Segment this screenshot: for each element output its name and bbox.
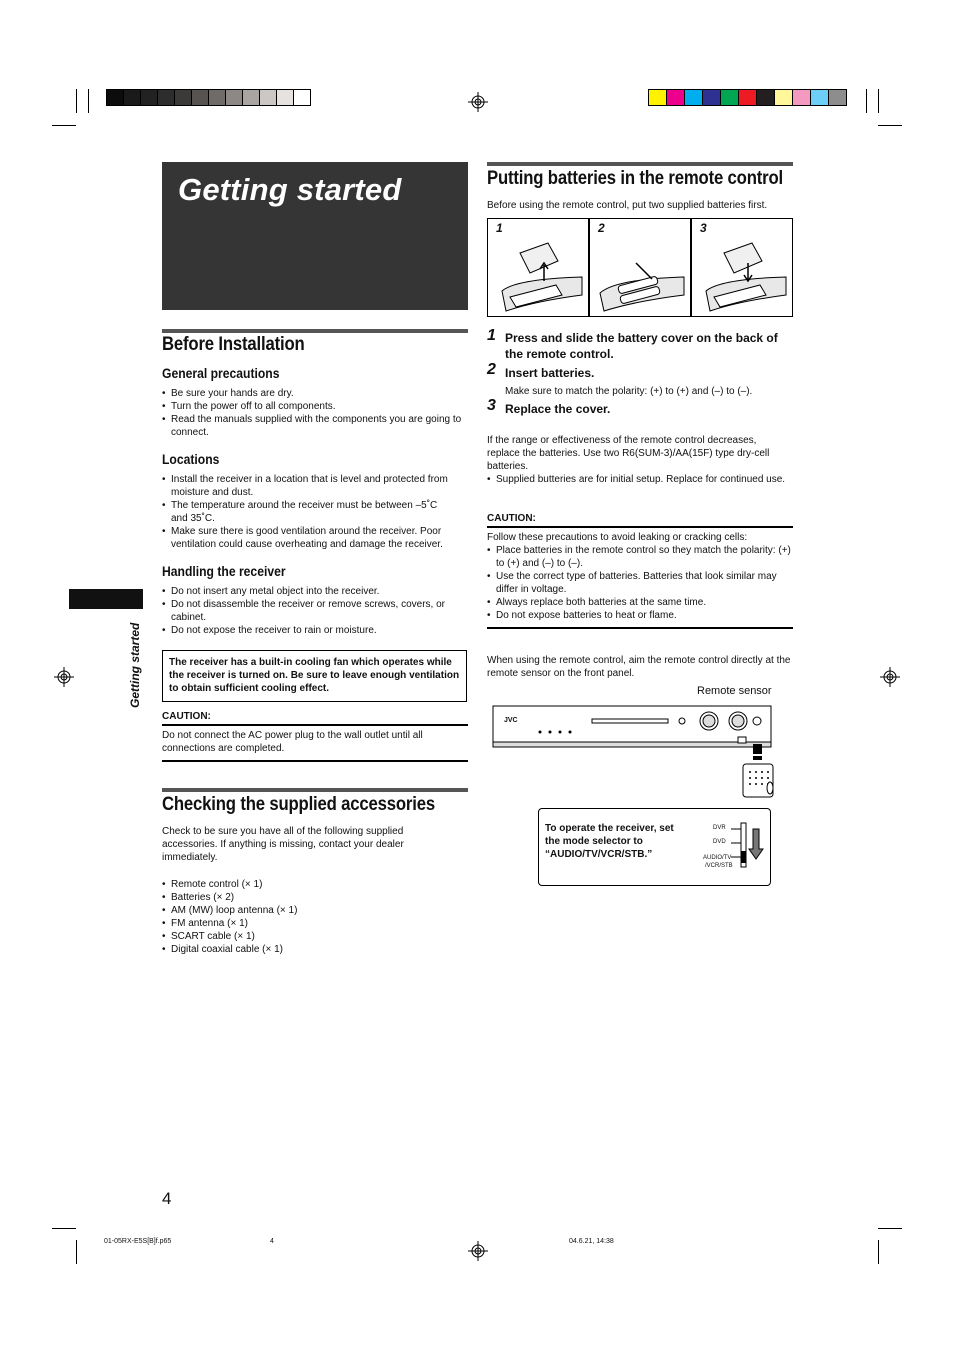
section-rule xyxy=(162,329,468,333)
device-logo: JVC xyxy=(504,717,518,724)
color-swatch xyxy=(828,89,847,106)
list-item: • Always replace both batteries at the same time. xyxy=(487,596,793,609)
color-swatch xyxy=(259,89,277,106)
registration-mark-icon xyxy=(54,667,74,687)
step-number: 3 xyxy=(487,397,496,414)
caution-rule xyxy=(487,526,793,528)
remote-sensor-label: Remote sensor xyxy=(697,685,772,697)
color-swatch xyxy=(702,89,721,106)
list-item: • Supplied butteries are for initial setup. Replace for continued use. xyxy=(487,473,787,486)
list-item: • Make sure there is good ventilation around the receiver. Poor ventilation could cause overheating and damage the receiver. xyxy=(162,525,467,551)
step-number: 1 xyxy=(487,327,496,344)
receiver-illustration xyxy=(492,700,777,800)
panel-number: 3 xyxy=(700,221,707,235)
list-item: • Read the manuals supplied with the components you are going to connect. xyxy=(162,413,467,439)
battery-step-illustration xyxy=(589,218,691,317)
color-swatch xyxy=(684,89,703,106)
mode-selector-text: To operate the receiver, set the mode selector to “AUDIO/TV/VCR/STB.” xyxy=(545,823,674,860)
crop-mark xyxy=(76,89,77,113)
accessories-list xyxy=(162,878,467,956)
list-item: • Install the receiver in a location that is level and protected from moisture and dust. xyxy=(162,473,467,499)
page-title: Getting started xyxy=(178,172,402,207)
crop-mark xyxy=(878,89,879,113)
range-text: If the range or effectiveness of the remote control decreases, replace the batteries. Use two R6(SUM-3)/AA(15F) type dry-cell batteries. xyxy=(487,435,770,472)
receiver-front-panel-icon xyxy=(492,700,777,800)
caution-list xyxy=(487,544,793,622)
section-banner xyxy=(162,162,468,310)
color-swatch xyxy=(225,89,243,106)
mode-label-audio: AUDIO/TV xyxy=(703,855,732,861)
panel-number: 1 xyxy=(496,221,503,235)
step-number: 2 xyxy=(487,361,496,378)
section-rule xyxy=(487,162,793,166)
registration-mark-icon xyxy=(880,667,900,687)
footer-file: 01-05RX-E5S[B]f.p65 xyxy=(104,1238,172,1245)
list-item: • The temperature around the receiver must be between –5˚C and 35˚C. xyxy=(162,499,454,525)
color-swatch xyxy=(810,89,829,106)
list-item: • Do not expose batteries to heat or flame. xyxy=(487,609,793,622)
list-item: • Batteries (× 2) xyxy=(162,891,467,904)
mode-selector-switch-icon xyxy=(729,821,765,871)
color-swatch xyxy=(157,89,175,106)
mode-label-vcr: /VCR/STB xyxy=(705,863,733,869)
step-subtext: Make sure to match the polarity: (+) to (+) and (–) to (–). xyxy=(505,386,753,397)
mode-selector-note xyxy=(538,808,771,886)
remote-back-cover-icon xyxy=(496,239,584,313)
color-swatch xyxy=(293,89,311,106)
color-swatch xyxy=(242,89,260,106)
list-item: • Digital coaxial cable (× 1) xyxy=(162,943,467,956)
panel-number: 2 xyxy=(598,221,605,235)
footer-page: 4 xyxy=(270,1238,274,1245)
color-swatch xyxy=(774,89,793,106)
caution-text: Do not connect the AC power plug to the wall outlet until all connections are completed. xyxy=(162,730,423,754)
list-item: • FM antenna (× 1) xyxy=(162,917,467,930)
color-swatch xyxy=(738,89,757,106)
caution-bottom-rule xyxy=(487,627,793,629)
color-swatch xyxy=(123,89,141,106)
handling-heading: Handling the receiver xyxy=(162,564,286,579)
before-installation-heading: Before Installation xyxy=(162,334,305,355)
battery-step-illustration xyxy=(487,218,589,317)
side-tab-label: Getting started xyxy=(128,622,142,708)
list-item: • SCART cable (× 1) xyxy=(162,930,467,943)
aim-text: When using the remote control, aim the remote control directly at the remote sensor on the front panel. xyxy=(487,655,791,679)
caution-label: CAUTION: xyxy=(487,513,536,524)
caution-rule xyxy=(162,724,468,726)
registration-mark-icon xyxy=(468,1241,488,1261)
battery-step-illustration xyxy=(691,218,793,317)
general-precautions-heading: General precautions xyxy=(162,366,280,381)
color-swatch xyxy=(720,89,739,106)
crop-mark xyxy=(878,125,902,126)
list-item: • Turn the power off to all components. xyxy=(162,400,467,413)
crop-mark xyxy=(878,1240,879,1264)
color-swatch xyxy=(208,89,226,106)
list-item: • Remote control (× 1) xyxy=(162,878,467,891)
color-swatch xyxy=(276,89,294,106)
accessories-heading: Checking the supplied accessories xyxy=(162,794,435,815)
locations-heading: Locations xyxy=(162,452,220,467)
replace-cover-icon xyxy=(700,239,788,313)
cooling-fan-note: The receiver has a built-in cooling fan which operates while the receiver is turned on. Be sure to leave enough ventilation to obtain sufficient cooling effect. xyxy=(162,650,467,702)
list-item: • Place batteries in the remote control so they match the polarity: (+) to (+) and (–) to (–). xyxy=(487,544,793,570)
crop-mark xyxy=(52,1228,76,1229)
list-item: • Do not insert any metal object into the receiver. xyxy=(162,585,467,598)
footer-date: 04.6.21, 14:38 xyxy=(569,1238,614,1245)
crop-mark xyxy=(76,1240,77,1264)
color-swatch xyxy=(106,89,124,106)
registration-mark-icon xyxy=(468,92,488,112)
color-swatch xyxy=(792,89,811,106)
locations-list xyxy=(162,473,467,551)
step-text: Insert batteries. xyxy=(505,366,595,380)
page-number: 4 xyxy=(162,1189,172,1208)
list-item: • Do not disassemble the receiver or remove screws, covers, or cabinet. xyxy=(162,598,467,624)
list-item: • Do not expose the receiver to rain or moisture. xyxy=(162,624,467,637)
step-text: Press and slide the battery cover on the back of the remote control. xyxy=(505,331,778,361)
list-item: • Use the correct type of batteries. Batteries that look similar may differ in voltage. xyxy=(487,570,793,596)
color-swatch xyxy=(140,89,158,106)
mode-label-dvr: DVR xyxy=(713,825,726,831)
crop-mark xyxy=(866,89,867,113)
batteries-heading: Putting batteries in the remote control xyxy=(487,168,783,189)
range-list xyxy=(487,473,787,486)
accessories-intro: Check to be sure you have all of the following supplied accessories. If anything is missing, contact your dealer immediately. xyxy=(162,826,404,863)
section-rule xyxy=(162,788,468,792)
mode-label-dvd: DVD xyxy=(713,839,726,845)
caution-bottom-rule xyxy=(162,760,468,762)
color-swatch xyxy=(666,89,685,106)
caution-intro: Follow these precautions to avoid leaking or cracking cells: xyxy=(487,532,748,543)
general-precautions-list xyxy=(162,387,467,439)
crop-mark xyxy=(52,125,76,126)
batteries-icon xyxy=(596,239,686,313)
crop-mark xyxy=(88,89,89,113)
color-swatch xyxy=(191,89,209,106)
batteries-intro: Before using the remote control, put two supplied batteries first. xyxy=(487,200,768,211)
crop-mark xyxy=(878,1228,902,1229)
caution-label: CAUTION: xyxy=(162,711,211,722)
list-item: • Be sure your hands are dry. xyxy=(162,387,467,400)
color-swatch xyxy=(648,89,667,106)
side-tab xyxy=(69,589,143,609)
handling-list xyxy=(162,585,467,637)
step-text: Replace the cover. xyxy=(505,402,611,416)
color-swatch xyxy=(174,89,192,106)
list-item: • AM (MW) loop antenna (× 1) xyxy=(162,904,467,917)
color-swatch xyxy=(756,89,775,106)
